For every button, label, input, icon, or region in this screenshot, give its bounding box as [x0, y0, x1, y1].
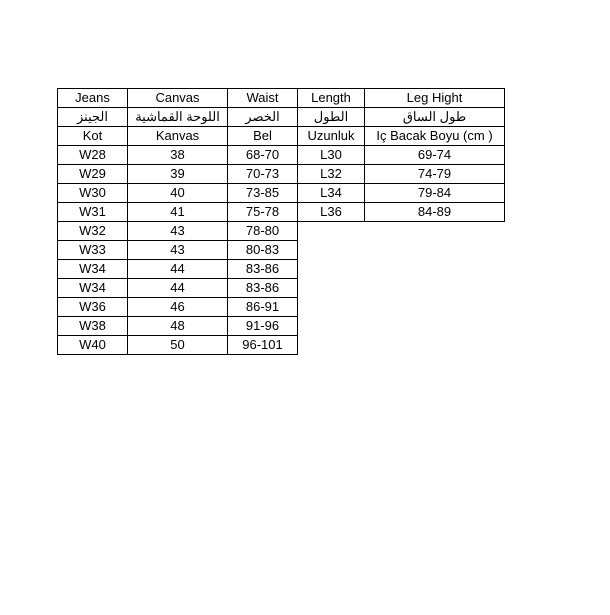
cell-waist: 78-80: [228, 222, 298, 241]
cell-length: L32: [298, 165, 365, 184]
cell-length: L34: [298, 184, 365, 203]
table-row: [58, 279, 505, 298]
cell-waist: 83-86: [228, 279, 298, 298]
cell-canvas: 38: [128, 146, 228, 165]
cell-waist: 75-78: [228, 203, 298, 222]
header-cell-jeans-tr: Kot: [58, 127, 128, 146]
cell-canvas: 43: [128, 241, 228, 260]
header-cell-leg-hight: Leg Hight: [365, 89, 505, 108]
cell-jeans: W29: [58, 165, 128, 184]
table-row: [58, 203, 505, 222]
cell-jeans: W28: [58, 146, 128, 165]
header-cell-canvas-tr: Kanvas: [128, 127, 228, 146]
header-cell-length-tr: Uzunluk: [298, 127, 365, 146]
cell-canvas: 43: [128, 222, 228, 241]
cell-jeans: W34: [58, 260, 128, 279]
cell-leg-hight: 79-84: [365, 184, 505, 203]
table-row: [58, 222, 505, 241]
cell-jeans: W38: [58, 317, 128, 336]
cell-canvas: 50: [128, 336, 228, 355]
cell-leg-hight: 74-79: [365, 165, 505, 184]
cell-length: L30: [298, 146, 365, 165]
cell-jeans: W32: [58, 222, 128, 241]
header-cell-waist-tr: Bel: [228, 127, 298, 146]
cell-canvas: 40: [128, 184, 228, 203]
cell-canvas: 46: [128, 298, 228, 317]
cell-jeans: W34: [58, 279, 128, 298]
table-row: [58, 260, 505, 279]
cell-waist: 68-70: [228, 146, 298, 165]
cell-leg-hight: 69-74: [365, 146, 505, 165]
cell-waist: 86-91: [228, 298, 298, 317]
table-row: [58, 336, 505, 355]
header-cell-length-ar: الطول: [298, 108, 365, 127]
header-cell-jeans: Jeans: [58, 89, 128, 108]
size-chart-table: [57, 88, 505, 355]
cell-waist: 91-96: [228, 317, 298, 336]
cell-waist: 70-73: [228, 165, 298, 184]
header-row-arabic: [58, 108, 505, 127]
table-row: [58, 298, 505, 317]
header-cell-waist: Waist: [228, 89, 298, 108]
header-cell-canvas: Canvas: [128, 89, 228, 108]
header-cell-leg-hight-ar: طول الساق: [365, 108, 505, 127]
header-row-turkish: [58, 127, 505, 146]
cell-canvas: 39: [128, 165, 228, 184]
cell-leg-hight: 84-89: [365, 203, 505, 222]
header-cell-canvas-ar: اللوحة القماشية: [128, 108, 228, 127]
header-cell-waist-ar: الخصر: [228, 108, 298, 127]
header-row-english: [58, 89, 505, 108]
cell-canvas: 44: [128, 279, 228, 298]
cell-jeans: W33: [58, 241, 128, 260]
cell-waist: 80-83: [228, 241, 298, 260]
table-row: [58, 317, 505, 336]
cell-jeans: W30: [58, 184, 128, 203]
header-cell-leg-hight-tr: Iç Bacak Boyu (cm ): [365, 127, 505, 146]
cell-canvas: 41: [128, 203, 228, 222]
cell-jeans: W40: [58, 336, 128, 355]
cell-waist: 96-101: [228, 336, 298, 355]
cell-jeans: W31: [58, 203, 128, 222]
cell-waist: 73-85: [228, 184, 298, 203]
cell-jeans: W36: [58, 298, 128, 317]
table-row: [58, 165, 505, 184]
header-cell-length: Length: [298, 89, 365, 108]
table-row: [58, 241, 505, 260]
table-row: [58, 146, 505, 165]
table-row: [58, 184, 505, 203]
cell-canvas: 44: [128, 260, 228, 279]
header-cell-jeans-ar: الجينز: [58, 108, 128, 127]
cell-canvas: 48: [128, 317, 228, 336]
cell-length: L36: [298, 203, 365, 222]
cell-waist: 83-86: [228, 260, 298, 279]
